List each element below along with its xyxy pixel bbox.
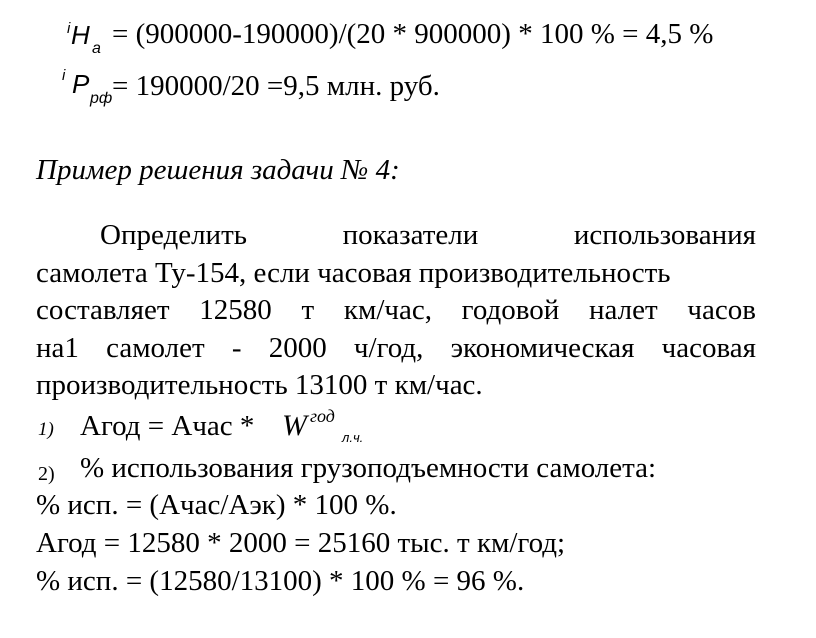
step-1-symbol: W (282, 409, 307, 442)
result-line-3: % исп. = (12580/13100) * 100 % = 96 %. (36, 565, 525, 597)
paragraph-word: км/час, (343, 294, 432, 326)
paragraph-word: показатели (342, 219, 479, 251)
paragraph-line-5: производительность 13100 т км/час. (36, 369, 483, 401)
formula-1-subscript: а (92, 40, 101, 57)
result-line-2: Агод = 12580 * 2000 = 25160 тыс. т км/год; (36, 527, 566, 559)
paragraph-word: часов (687, 294, 756, 326)
paragraph-line-1 (36, 217, 756, 255)
result-line-1: % исп. = (Ачас/Аэк) * 100 %. (36, 489, 397, 521)
paragraph-word: налет (589, 294, 658, 326)
formula-2-symbol: Р (72, 69, 90, 99)
formula-1-symbol: Н (71, 20, 90, 50)
paragraph-word: 12580 (199, 294, 272, 326)
formula-1-superscript: i (67, 20, 71, 37)
paragraph-word: составляет (36, 294, 170, 326)
paragraph-word: на1 (36, 331, 79, 364)
formula-1-expression: = (900000-190000)/(20 * 900000) * 100 % = 4,5 % (112, 18, 714, 50)
paragraph-word: - (231, 331, 242, 364)
paragraph-word: т (301, 294, 315, 326)
step-1-subscript: л.ч. (342, 430, 364, 445)
paragraph-word: ч/год, (353, 331, 424, 364)
paragraph-line-4 (36, 330, 756, 368)
paragraph-word: экономическая (450, 331, 635, 364)
step-2-text: % использования грузоподъемности самолета: (80, 452, 657, 484)
paragraph-line-3 (36, 292, 756, 330)
task-heading: Пример решения задачи № 4: (36, 154, 400, 186)
paragraph-word: использования (573, 219, 756, 251)
formula-2-expression: = 190000/20 =9,5 млн. руб. (112, 70, 440, 102)
paragraph-word: часовая (661, 331, 756, 364)
step-1-number: 1) (38, 419, 54, 440)
formula-2-subscript: рф (90, 90, 113, 107)
paragraph-word: 2000 (268, 331, 327, 364)
step-1-superscript: год (310, 406, 335, 426)
paragraph-word: Определить (100, 219, 247, 251)
step-2-number: 2) (38, 463, 55, 485)
paragraph-word: годовой (461, 294, 560, 326)
paragraph-word: самолет (106, 331, 205, 364)
task-paragraph (36, 217, 756, 405)
step-1-text: Агод = Ачас * (80, 410, 255, 442)
paragraph-line-2: самолета Ту-154, если часовая производительность (36, 256, 671, 289)
formula-2-superscript: i (62, 67, 66, 84)
